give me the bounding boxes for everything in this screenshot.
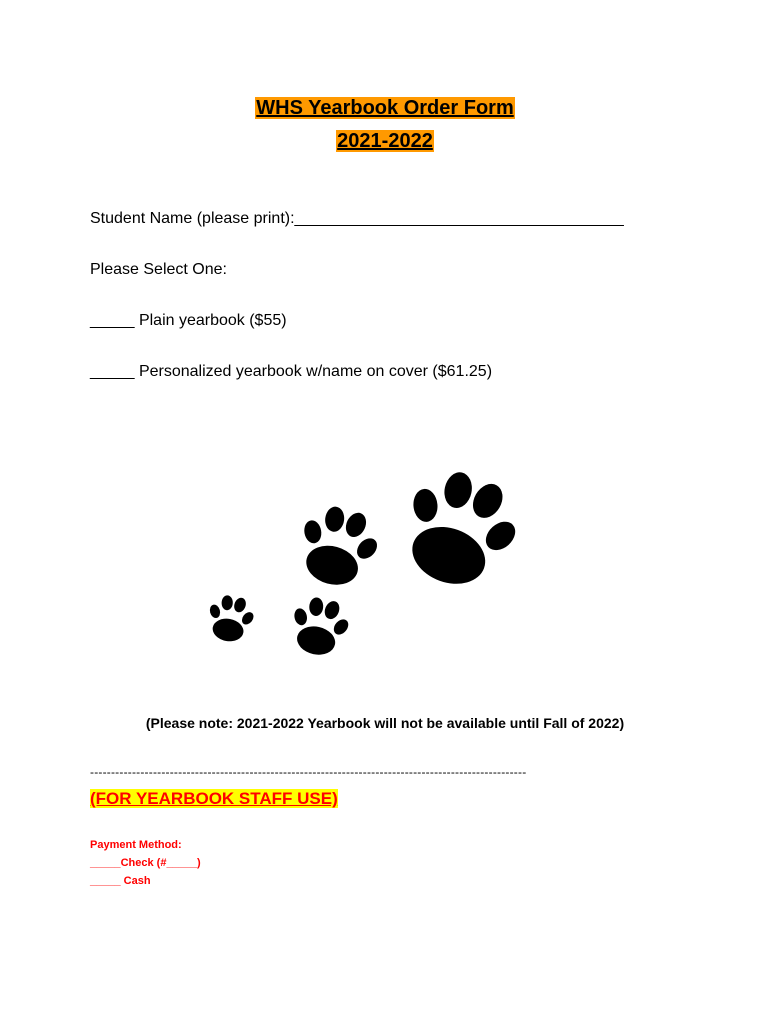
payment-check-option: _____Check (#_____) xyxy=(90,857,201,869)
payment-method-label: Payment Method: xyxy=(90,839,182,851)
paw-print-icon xyxy=(285,592,356,661)
paw-print-icon xyxy=(386,456,534,601)
option-personalized-yearbook: _____ Personalized yearbook w/name on cover ($61.25) xyxy=(90,363,493,380)
paw-print-icon xyxy=(203,591,259,645)
availability-note: (Please note: 2021-2022 Yearbook will not be available until Fall of 2022) xyxy=(145,715,625,731)
payment-cash-option: _____ Cash xyxy=(90,875,151,887)
separator-line: -------------------------------------------------------------------------------------------------------- xyxy=(90,765,527,779)
form-title: WHS Yearbook Order Form xyxy=(256,97,514,119)
paw-print-icon xyxy=(289,498,388,595)
student-name-field: Student Name (please print):_____________________________________ xyxy=(90,210,624,227)
select-prompt: Please Select One: xyxy=(90,261,227,278)
form-year: 2021-2022 xyxy=(337,130,433,152)
staff-use-heading: (FOR YEARBOOK STAFF USE) xyxy=(90,789,338,808)
option-plain-yearbook: _____ Plain yearbook ($55) xyxy=(90,312,287,329)
